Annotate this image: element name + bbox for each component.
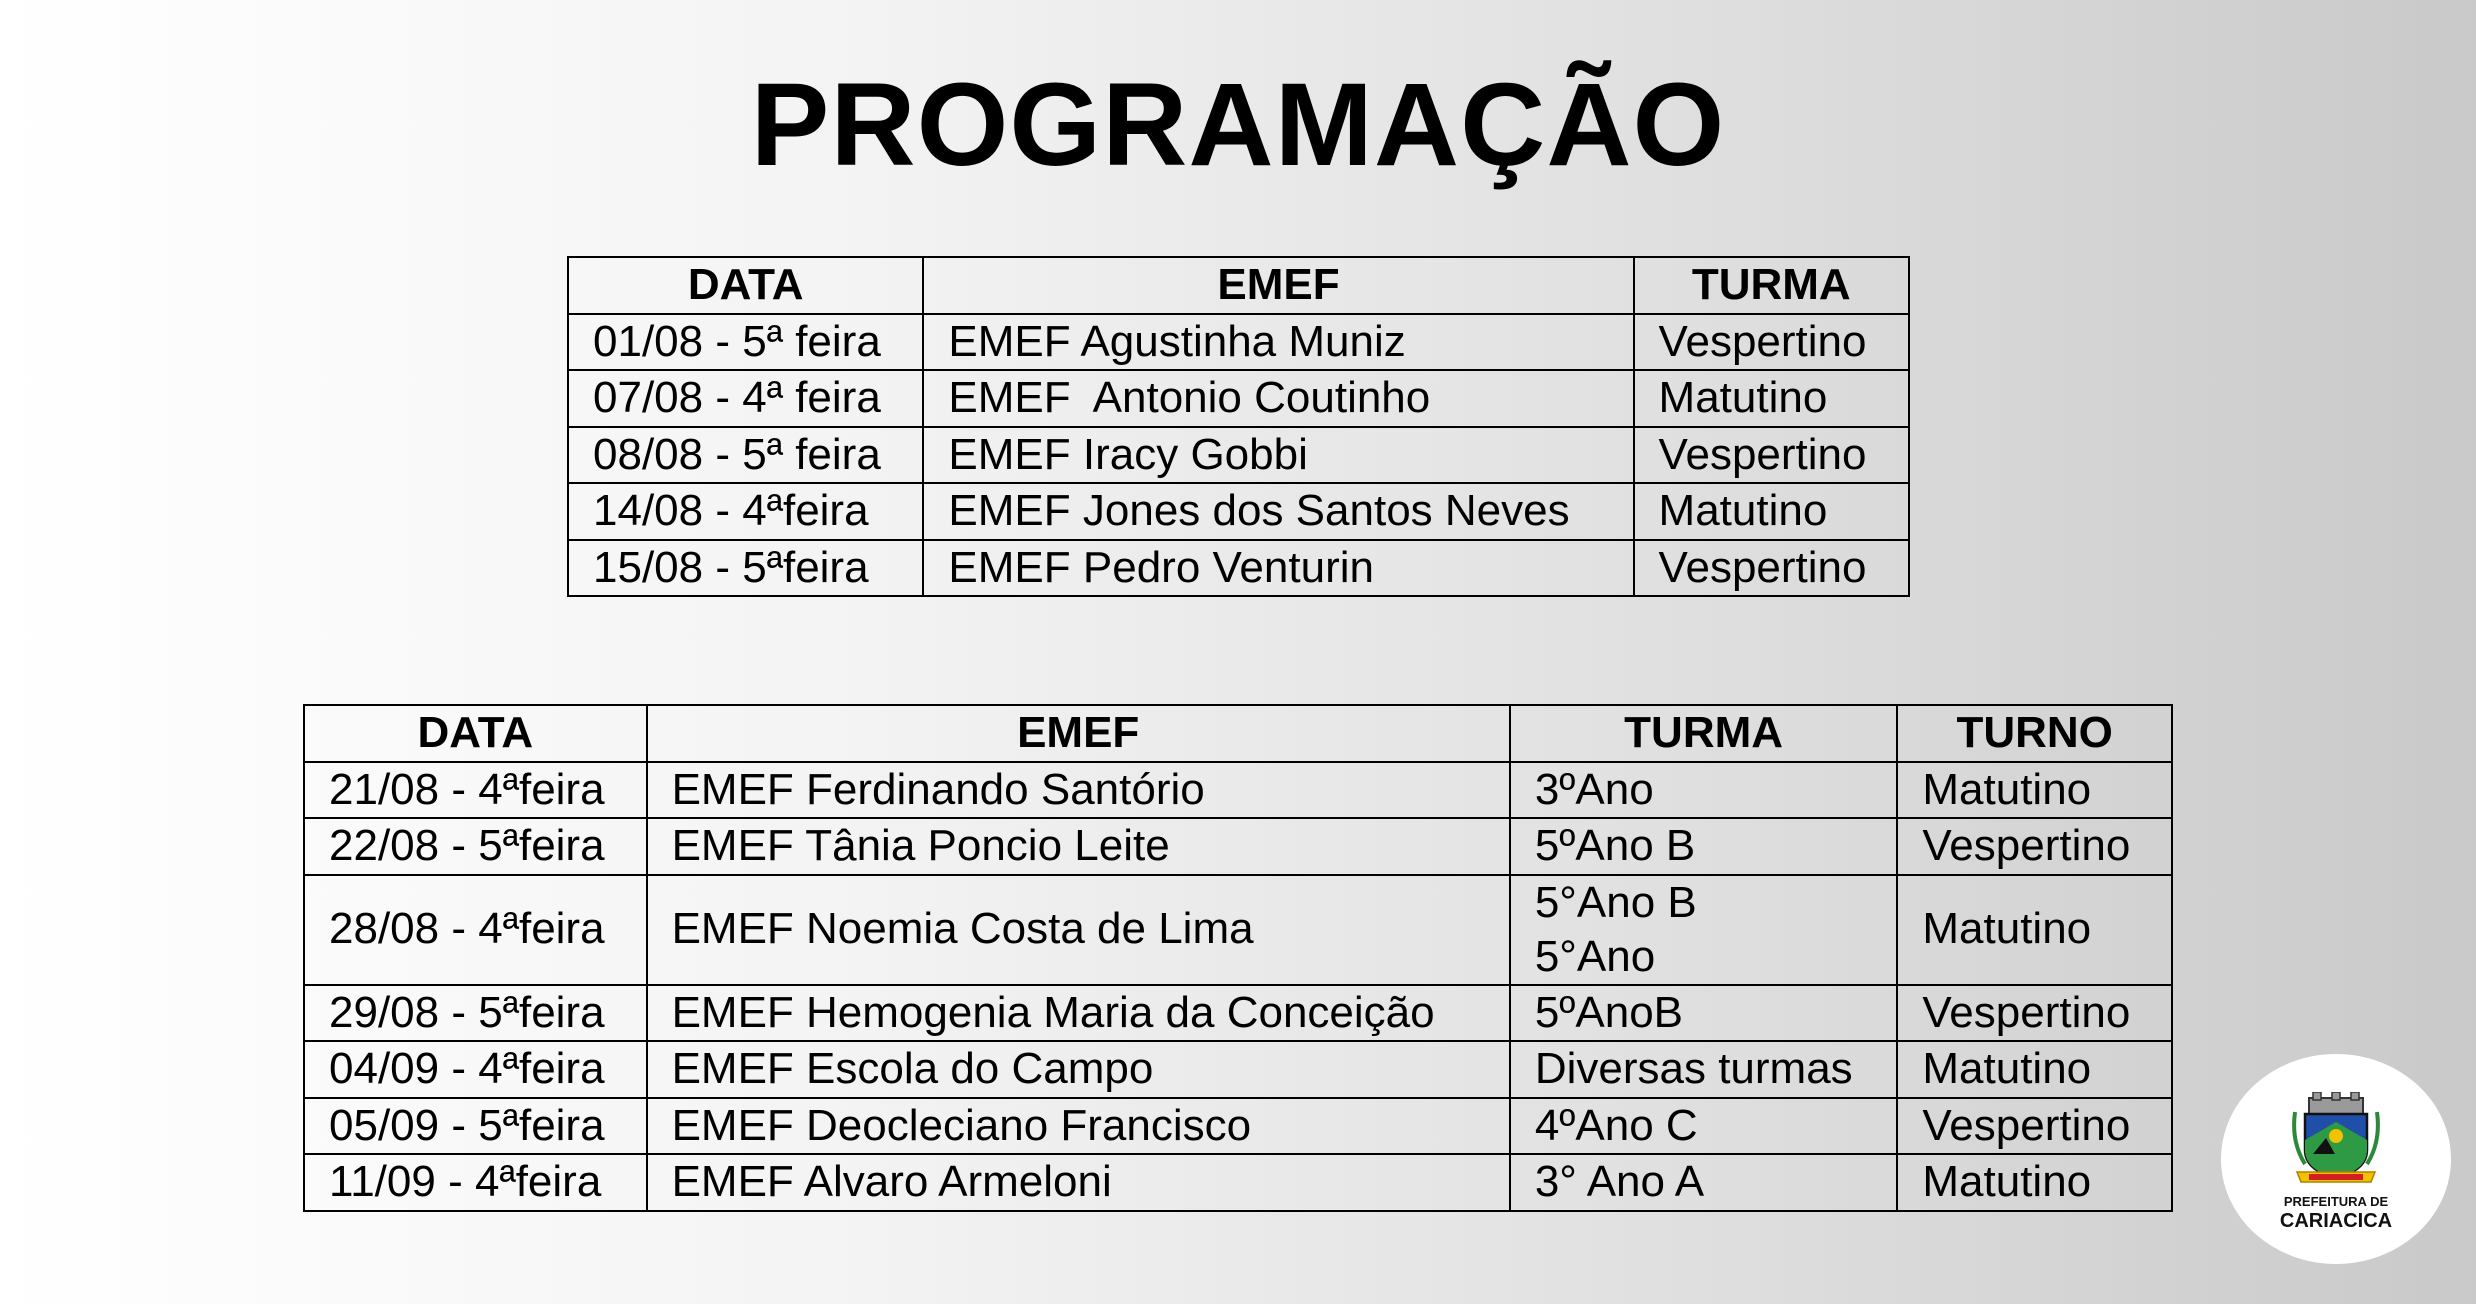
cell-turno: Vespertino <box>1897 1098 2172 1155</box>
cell-turno: Vespertino <box>1897 985 2172 1042</box>
schedule-table-1 <box>567 256 1910 597</box>
header-emef: EMEF <box>647 705 1510 762</box>
cell-data: 08/08 - 5ª feira <box>568 427 923 484</box>
cell-emef: EMEF Deocleciano Francisco <box>647 1098 1510 1155</box>
table-row <box>568 314 1909 371</box>
table-row <box>568 540 1909 597</box>
logo-line-1: PREFEITURA DE <box>2283 1194 2389 1209</box>
cell-turma: 5ºAnoB <box>1510 985 1898 1042</box>
table-row <box>568 483 1909 540</box>
cell-data: 05/09 - 5ªfeira <box>304 1098 647 1155</box>
header-data: DATA <box>568 257 923 314</box>
table-row <box>304 762 2172 819</box>
cell-turma-line-1: 5°Ano B <box>1534 877 1697 927</box>
cell-data: 28/08 - 4ªfeira <box>304 875 647 985</box>
cell-turma: 4ºAno C <box>1510 1098 1898 1155</box>
cell-turma: Vespertino <box>1634 427 1909 484</box>
cell-data: 01/08 - 5ª feira <box>568 314 923 371</box>
cell-turma: Vespertino <box>1634 540 1909 597</box>
cell-turno: Matutino <box>1897 1154 2172 1211</box>
cell-emef: EMEF Noemia Costa de Lima <box>647 875 1510 985</box>
page-title: PROGRAMAÇÃO <box>750 59 1726 191</box>
header-turno: TURNO <box>1897 705 2172 762</box>
cell-emef: EMEF Ferdinando Santório <box>647 762 1510 819</box>
cell-emef: EMEF Escola do Campo <box>647 1041 1510 1098</box>
table-header-row <box>304 705 2172 762</box>
prefeitura-logo <box>2221 1054 2451 1264</box>
cariacica-coat-of-arms-icon <box>2291 1092 2381 1188</box>
cell-turno: Vespertino <box>1897 818 2172 875</box>
table-header-row <box>568 257 1909 314</box>
cell-turma: Matutino <box>1634 483 1909 540</box>
cell-turma: 5ºAno B <box>1510 818 1898 875</box>
cell-data: 22/08 - 5ªfeira <box>304 818 647 875</box>
cell-emef: EMEF Pedro Venturin <box>923 540 1633 597</box>
cell-turno: Matutino <box>1897 762 2172 819</box>
table-row <box>304 1041 2172 1098</box>
header-turma: TURMA <box>1634 257 1909 314</box>
header-emef: EMEF <box>923 257 1633 314</box>
cell-data: 04/09 - 4ªfeira <box>304 1041 647 1098</box>
cell-turno: Matutino <box>1897 1041 2172 1098</box>
cell-emef: EMEF Hemogenia Maria da Conceição <box>647 985 1510 1042</box>
cell-turma: Diversas turmas <box>1510 1041 1898 1098</box>
cell-emef: EMEF Tânia Poncio Leite <box>647 818 1510 875</box>
cell-turma: Matutino <box>1634 370 1909 427</box>
cell-emef: EMEF Agustinha Muniz <box>923 314 1633 371</box>
cell-turno: Matutino <box>1897 875 2172 985</box>
cell-turma: 3ºAno <box>1510 762 1898 819</box>
table-row <box>304 1154 2172 1211</box>
cell-data: 11/09 - 4ªfeira <box>304 1154 647 1211</box>
table-row <box>304 985 2172 1042</box>
table-row <box>304 875 2172 985</box>
cell-data: 07/08 - 4ª feira <box>568 370 923 427</box>
cell-data: 15/08 - 5ªfeira <box>568 540 923 597</box>
table-row <box>304 1098 2172 1155</box>
cell-data: 29/08 - 5ªfeira <box>304 985 647 1042</box>
cell-turma <box>1510 875 1898 985</box>
header-turma: TURMA <box>1510 705 1898 762</box>
table-row <box>304 818 2172 875</box>
schedule-table-2 <box>303 704 2173 1212</box>
table-row <box>568 427 1909 484</box>
cell-turma: 3° Ano A <box>1510 1154 1898 1211</box>
cell-emef: EMEF Antonio Coutinho <box>923 370 1633 427</box>
cell-turma: Vespertino <box>1634 314 1909 371</box>
logo-line-2: CARIACICA <box>2279 1210 2393 1232</box>
cell-data: 14/08 - 4ªfeira <box>568 483 923 540</box>
cell-data: 21/08 - 4ªfeira <box>304 762 647 819</box>
header-data: DATA <box>304 705 647 762</box>
cell-emef: EMEF Iracy Gobbi <box>923 427 1633 484</box>
table-row <box>568 370 1909 427</box>
cell-turma-line-2: 5°Ano <box>1534 931 1656 981</box>
cell-emef: EMEF Alvaro Armeloni <box>647 1154 1510 1211</box>
cell-emef: EMEF Jones dos Santos Neves <box>923 483 1633 540</box>
